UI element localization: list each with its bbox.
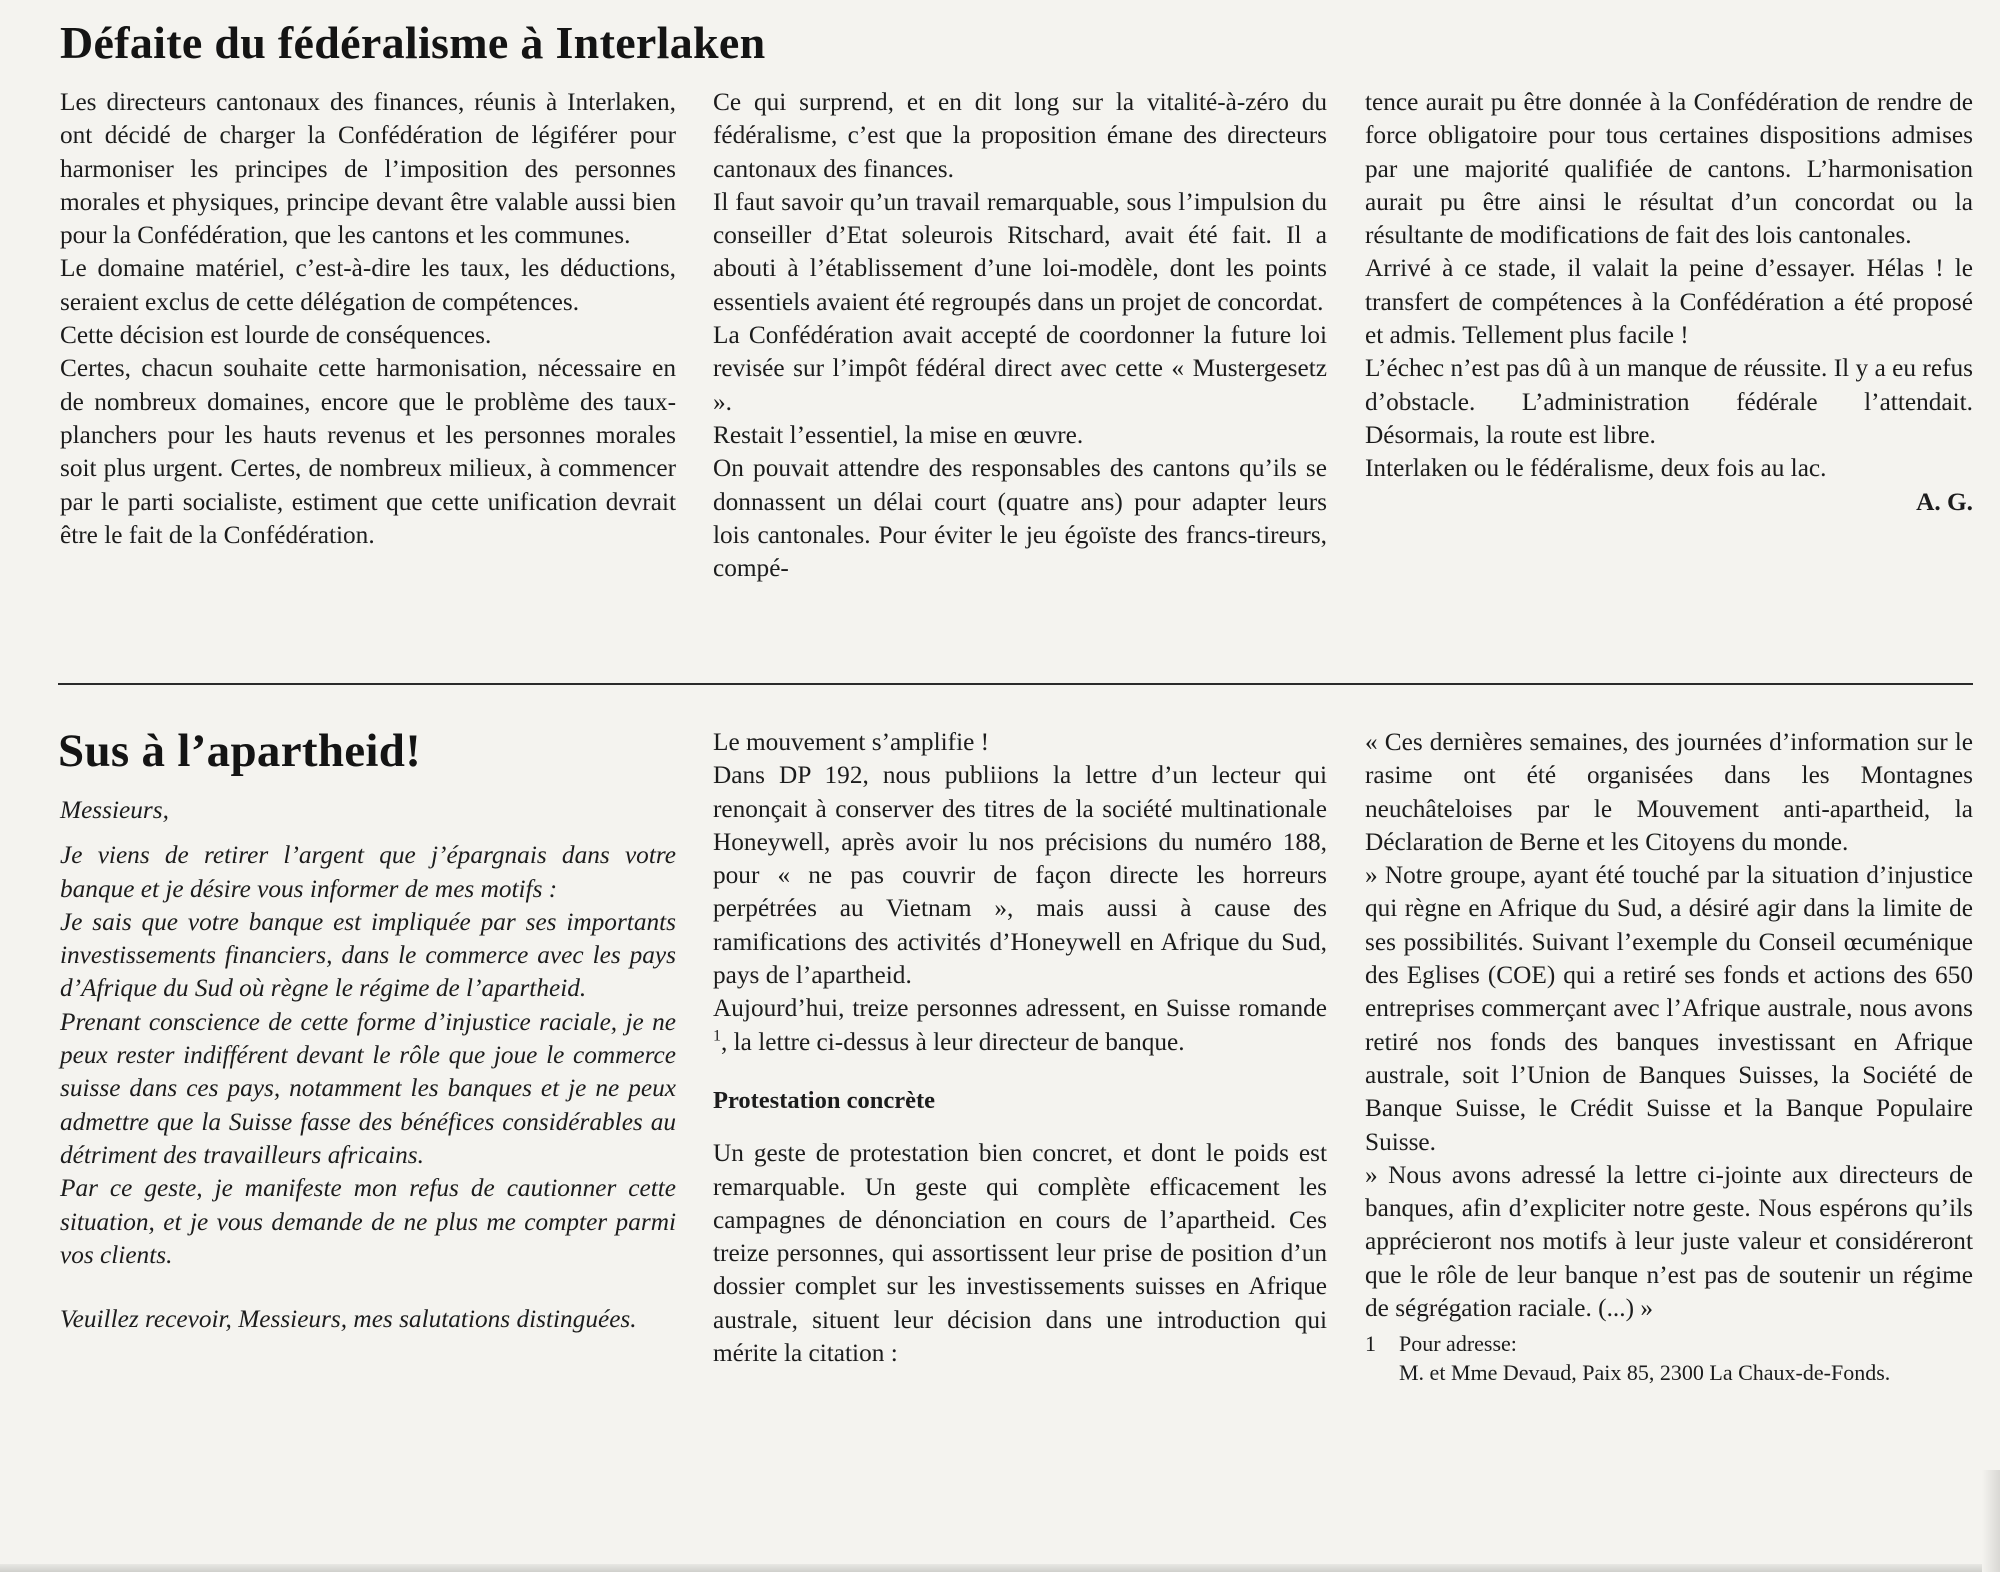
article-2-column-3 <box>1365 726 1973 1387</box>
paragraph: L’échec n’est pas dû à un manque de réussite. Il y a eu refus d’obstacle. L’administration fédérale l’attendait. Désormais, la route est libre. <box>1365 354 1973 449</box>
letter-paragraph: Par ce geste, je manifeste mon refus de cautionner cette situation, et je vous demande de ne plus me compter parmi vos clients. <box>60 1174 676 1269</box>
scan-edge-shadow <box>0 1564 2000 1572</box>
paragraph: Le mouvement s’amplifie ! <box>713 728 990 756</box>
paragraph-text: Aujourd’hui, treize personnes adressent, en Suisse romande <box>713 994 1327 1023</box>
paragraph: tence aurait pu être donnée à la Confédération de rendre de force obligatoire pour tous certaines dispositions admises par une majorité qualifiée de cantons. L’harmonisation aurait pu être ainsi le résultat d’un concordat ou la résultante de modifications de fait des lois cantonales. <box>1365 88 1973 250</box>
paragraph: Les directeurs cantonaux des finances, réunis à Interlaken, ont décidé de charger la Confédération de légiférer pour harmoniser les principes de l’imposition des personnes morales et physiques, principe devant être valable aussi bien pour la Confédération, que les cantons et les communes. <box>60 88 676 250</box>
paragraph: Cette décision est lourde de conséquences. <box>60 321 492 350</box>
article-1-headline: Défaite du fédéralisme à Interlaken <box>60 17 766 68</box>
quote-paragraph: » Notre groupe, ayant été touché par la situation d’injustice qui règne en Afrique du Sud, a désiré agir dans la limite de ses possibilités. Suivant l’exemple du Conseil œcuménique des Eglises (COE) qui a retiré ses fonds et actions des 650 entreprises commerçant avec l’Afrique australe, nous avons retiré nos fonds des banques investissant en Afrique australe, soit l’Union de Banques Suisses, la Société de Banque Suisse, le Crédit Suisse et la Banque Populaire Suisse. <box>1365 861 1973 1156</box>
paragraph: Restait l’essentiel, la mise en œuvre. <box>713 420 1084 449</box>
quote-paragraph: » Nous avons adressé la lettre ci-jointe aux directeurs de banques, afin d’expliciter notre geste. Nous espérons qu’ils apprécieront nos motifs à leur juste valeur et considéreront que le rôle de leur banque n’est pas de soutenir un régime de ségrégation raciale. (...) » <box>1365 1160 1973 1323</box>
subheading: Protestation concrète <box>713 1086 935 1114</box>
article-divider <box>58 683 1973 685</box>
paragraph-text: , la lettre ci-dessus à leur directeur de banque. <box>721 1027 1185 1056</box>
letter-salutation: Messieurs, <box>60 796 169 824</box>
footnote-number: 1 <box>1365 1331 1376 1357</box>
paragraph: Un geste de protestation bien concret, et dont le poids est remarquable. Un geste qui complète efficacement les campagnes de dénonciation en cours de l’apartheid. Ces treize personnes, qui assortissent leur prise de position d’un dossier complet sur les investissements suisses en Afrique australe, situent leur décision dans une introduction qui mérite la citation : <box>713 1139 1327 1368</box>
footnote-line-2: M. et Mme Devaud, Paix 85, 2300 La Chaux-de-Fonds. <box>1399 1360 1891 1386</box>
paragraph: On pouvait attendre des responsables des cantons qu’ils se donnassent un délai court (quatre ans) pour adapter leurs lois cantonales. Pour éviter le jeu égoïste des francs-tireurs, compé- <box>713 454 1327 583</box>
paragraph: Interlaken ou le fédéralisme, deux fois au lac. <box>1365 454 1827 483</box>
article-1-column-3 <box>1365 86 1973 519</box>
article-2-headline: Sus à l’apartheid! <box>58 725 422 777</box>
quote-paragraph: « Ces dernières semaines, des journées d’information sur le rasime ont été organisées dans les Montagnes neuchâteloises par le Mouvement anti-apartheid, la Déclaration de Berne et les Citoyens du monde. <box>1365 728 1973 856</box>
footnote-marker: 1 <box>713 1027 721 1045</box>
paragraph: Ce qui surprend, et en dit long sur la vitalité-à-zéro du fédéralisme, c’est que la proposition émane des directeurs cantonaux des finances. <box>713 88 1327 183</box>
scan-edge-curl <box>1982 1470 2000 1572</box>
article-1-column-2 <box>713 86 1327 585</box>
paragraph: La Confédération avait accepté de coordonner la future loi revisée sur l’impôt fédéral direct avec cette « Mustergesetz ». <box>713 321 1327 416</box>
paragraph: Arrivé à ce stade, il valait la peine d’essayer. Hélas ! le transfert de compétences à la Confédération a été proposé et admis. Tellement plus facile ! <box>1365 254 1973 350</box>
letter-closing: Veuillez recevoir, Messieurs, mes salutations distinguées. <box>60 1305 637 1334</box>
article-1-column-1 <box>60 86 676 552</box>
paragraph: Il faut savoir qu’un travail remarquable, sous l’impulsion du conseiller d’Etat soleurois Ritschard, avait été fait. Il a abouti à l’établissement d’une loi-modèle, dont les points essentiels avaient été regroupés dans un projet de concordat. <box>713 187 1327 316</box>
letter-column <box>60 794 676 1336</box>
paragraph: Dans DP 192, nous publiions la lettre d’un lecteur qui renonçait à conserver des titres de la société multinationale Honeywell, après avoir lu nos précisions du numéro 188, pour « ne pas couvrir de façon directe les horreurs perpétrées au Vietnam », mais aussi à cause des ramifications des activités d’Honeywell en Afrique du Sud, pays de l’apartheid. <box>713 761 1327 990</box>
letter-paragraph: Prenant conscience de cette forme d’injustice raciale, je ne peux rester indifférent devant le rôle que joue le commerce suisse dans ces pays, notamment les banques et je ne peux admettre que la Suisse fasse des bénéfices considérables au détriment des travailleurs africains. <box>60 1007 676 1169</box>
author-signature: A. G. <box>1916 487 1973 516</box>
paragraph: Le domaine matériel, c’est-à-dire les taux, les déductions, seraient exclus de cette délégation de compétences. <box>60 254 676 316</box>
paragraph: Certes, chacun souhaite cette harmonisation, nécessaire en de nombreux domaines, encore que le problème des taux-planchers pour les hauts revenus et les personnes morales soit plus urgent. Certes, de nombreux milieux, à commencer par le parti socialiste, estiment que cette unification devrait être le fait de la Confédération. <box>60 354 676 549</box>
letter-paragraph: Je sais que votre banque est impliquée par ses importants investissements financiers, dans le commerce avec les pays d’Afrique du Sud où règne le régime de l’apartheid. <box>60 907 676 1003</box>
letter-paragraph: Je viens de retirer l’argent que j’épargnais dans votre banque et je désire vous informer de mes motifs : <box>60 841 676 903</box>
footnote-line-1: Pour adresse: <box>1399 1331 1517 1357</box>
article-2-column-2 <box>713 726 1327 1370</box>
footnote <box>1365 1329 1973 1387</box>
paragraph <box>713 992 1327 1059</box>
